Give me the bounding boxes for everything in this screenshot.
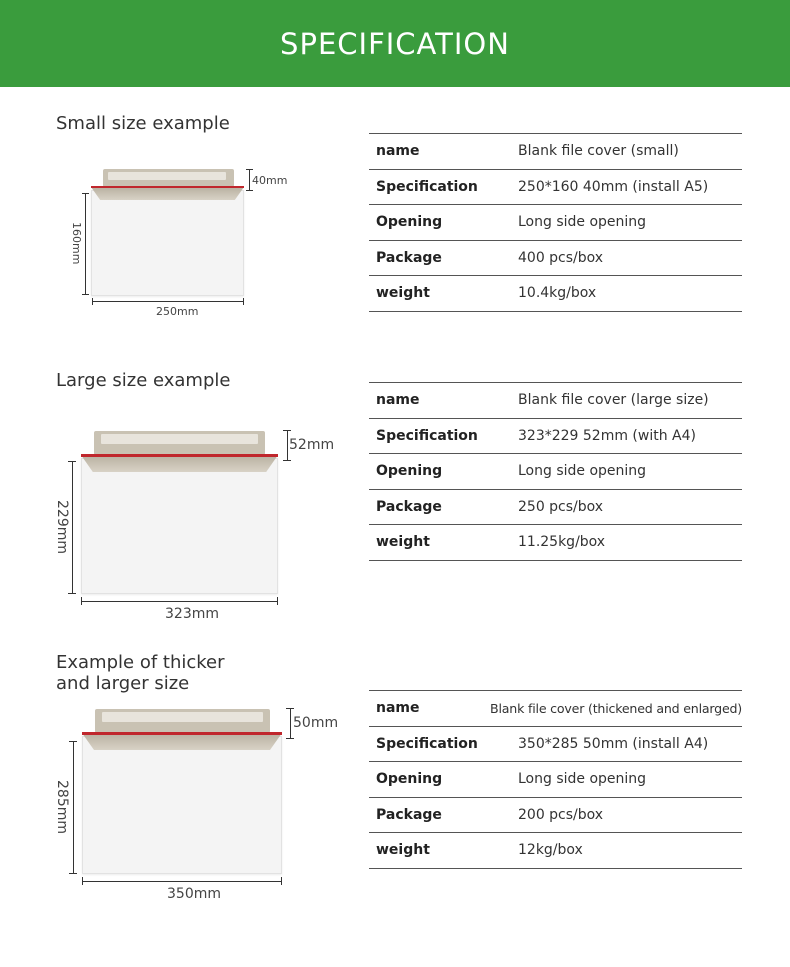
flap-dimension-label: 40mm [252,174,288,187]
dimension-tick [283,460,291,461]
flap-dimension-line [287,430,288,460]
spec-key: weight [376,285,430,302]
section-title: Small size example [56,113,230,134]
table-row [369,691,742,727]
spec-key: Package [376,249,442,266]
table-row [369,525,742,561]
dimension-tick [82,877,83,885]
table-row [369,205,742,241]
spec-key: Specification [376,427,478,444]
spec-value: 350*285 50mm (install A4) [518,735,709,752]
width-dimension-line [81,601,278,602]
spec-key: weight [376,534,430,551]
table-row [369,383,742,419]
table-row [369,276,742,312]
height-dimension-label: 285mm [54,780,70,834]
table-row [369,798,742,834]
table-row [369,454,742,490]
section-title: Example of thicker and larger size [56,652,225,694]
envelope-body [82,736,282,874]
seal-strip [91,186,244,188]
dimension-tick [286,738,294,739]
table-row [369,170,742,206]
header-banner [0,0,790,87]
height-dimension-line [85,193,86,294]
dimension-tick [82,294,89,295]
width-dimension-line [92,301,243,302]
flap-dimension-label: 50mm [293,715,339,731]
spec-value: Long side opening [518,463,647,480]
flap-dimension-line [290,708,291,738]
dimension-tick [286,708,294,709]
spec-value: 11.25kg/box [518,534,606,551]
spec-table [369,382,742,561]
spec-key: Specification [376,178,478,195]
spec-key: weight [376,842,430,859]
spec-value: Long side opening [518,214,647,231]
spec-value: Long side opening [518,771,647,788]
spec-value: 200 pcs/box [518,806,604,823]
envelope-fold [91,187,244,200]
width-dimension-label: 350mm [167,886,221,902]
width-dimension-line [82,881,282,882]
envelope-flap-window [108,172,226,180]
spec-value: Blank file cover (large size) [518,392,709,409]
table-row [369,833,742,869]
spec-value: 12kg/box [518,842,583,859]
spec-value: Blank file cover (thickened and enlarged) [490,700,742,716]
envelope-body [91,190,244,296]
table-row [369,762,742,798]
dimension-tick [246,169,253,170]
envelope-fold [82,733,282,750]
dimension-tick [277,597,278,605]
envelope-flap-window [102,712,263,722]
spec-table [369,690,742,869]
table-row [369,134,742,170]
section-title: Large size example [56,370,231,391]
spec-key: Specification [376,735,478,752]
spec-value: 10.4kg/box [518,285,597,302]
spec-key: Opening [376,771,443,788]
dimension-tick [69,873,77,874]
spec-key: name [376,392,420,409]
spec-value: 323*229 52mm (with A4) [518,427,696,444]
height-dimension-line [72,461,73,593]
spec-key: Package [376,806,442,823]
dimension-tick [69,741,77,742]
spec-key: name [376,143,420,160]
spec-value: 400 pcs/box [518,249,604,266]
spec-key: Opening [376,463,443,480]
dimension-tick [81,597,82,605]
spec-key: Opening [376,214,443,231]
envelope-fold [81,455,278,472]
dimension-tick [246,190,253,191]
spec-value: Blank file cover (small) [518,143,679,160]
flap-dimension-line [249,169,250,191]
height-dimension-line [73,741,74,873]
dimension-tick [281,877,282,885]
width-dimension-label: 323mm [165,606,219,622]
seal-strip [82,732,282,735]
dimension-tick [283,430,291,431]
dimension-tick [68,593,76,594]
dimension-tick [243,298,244,305]
height-dimension-label: 160mm [70,222,83,265]
dimension-tick [82,193,89,194]
table-row [369,419,742,455]
height-dimension-label: 229mm [54,500,70,554]
envelope-body [81,458,278,594]
dimension-tick [92,298,93,305]
spec-value: 250*160 40mm (install A5) [518,178,709,195]
spec-key: Package [376,498,442,515]
table-row [369,727,742,763]
flap-dimension-label: 52mm [289,437,335,453]
seal-strip [81,454,278,457]
table-row [369,241,742,277]
spec-table [369,133,742,312]
spec-value: 250 pcs/box [518,498,604,515]
dimension-tick [68,461,76,462]
envelope-flap-window [101,434,258,444]
table-row [369,490,742,526]
spec-key: name [376,700,420,717]
width-dimension-label: 250mm [156,305,199,318]
page-title: SPECIFICATION [280,26,510,61]
